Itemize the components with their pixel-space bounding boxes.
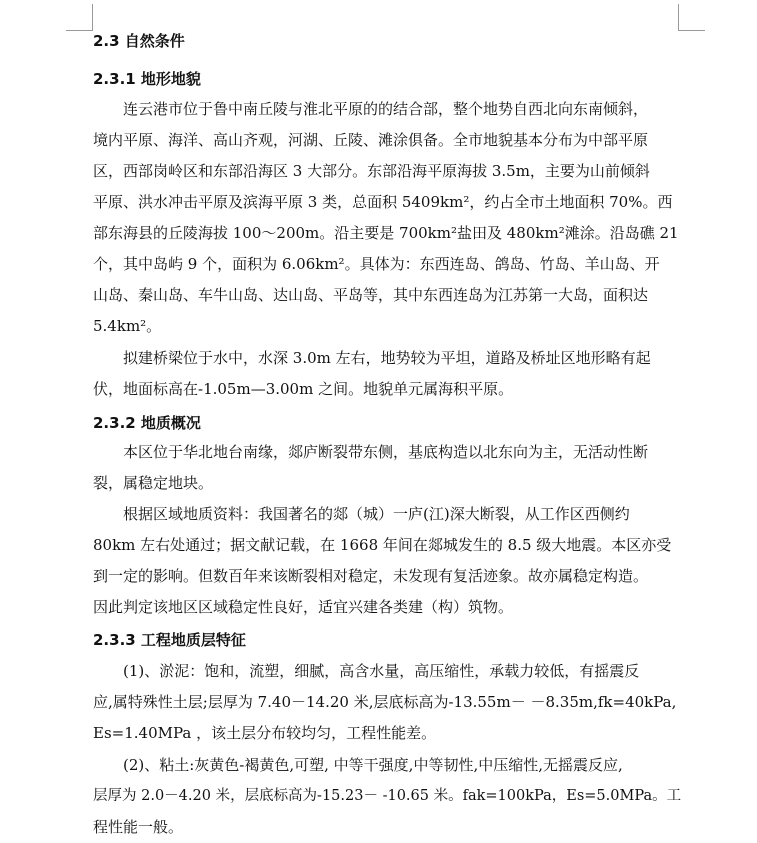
text-line: 部东海县的丘陵海拔 100～200m。沿主要是 700km²盐田及 480km²滩涂。沿岛礁 21 — [93, 224, 679, 242]
text-line: 伏，地面标高在-1.05m—3.00m 之间。地貌单元属海积平原。 — [93, 380, 514, 398]
text-line: 应,属特殊性土层;层厚为 7.40－14.20 米,层底标高为-13.55m－ －8.35m,fk=40kPa, — [93, 693, 677, 711]
paragraph-silt-layer — [93, 656, 683, 749]
text-line: 程性能一般。 — [93, 818, 184, 836]
paragraph-terrain — [93, 94, 683, 342]
text-line: 层厚为 2.0－4.20 米，层底标高为-15.23－ -10.65 米。fak=100kPa，Es=5.0MPa。工 — [93, 788, 682, 804]
text-line: 80km 左右处通过；据文献记载，在 1668 年间在郯城发生的 8.5 级大地震。本区亦受 — [93, 536, 672, 554]
text-line: Es=1.40MPa ，该土层分布较均匀，工程性能差。 — [93, 724, 437, 742]
text-line: 个，其中岛屿 9 个，面积为 6.06km²。具体为：东西连岛、鸽岛、竹岛、羊山岛、开 — [93, 255, 660, 273]
text-line: 连云港市位于鲁中南丘陵与淮北平原的的结合部，整个地势自西北向东南倾斜， — [123, 100, 649, 118]
text-line: 因此判定该地区区域稳定性良好，适宜兴建各类建（构）筑物。 — [93, 598, 514, 616]
text-line: 山岛、秦山岛、车牛山岛、达山岛、平岛等，其中东西连岛为江苏第一大岛，面积达 — [93, 286, 649, 304]
section-heading: 2.3 自然条件 — [93, 32, 185, 50]
subsection-heading-terrain: 2.3.1 地形地貌 — [93, 70, 201, 88]
subsection-heading-strata: 2.3.3 工程地质层特征 — [93, 631, 246, 649]
text-line: 本区位于华北地台南缘，郯庐断裂带东侧，基底构造以北东向为主，无活动性断 — [123, 443, 649, 461]
text-line: 拟建桥梁位于水中，水深 3.0m 左右，地势较为平坦，道路及桥址区地形略有起 — [123, 349, 651, 367]
text-line: 裂，属稳定地块。 — [93, 474, 214, 492]
paragraph-regional-geology — [93, 499, 683, 623]
crop-mark-top-left — [66, 4, 93, 31]
text-line: 平原、洪水冲击平原及滨海平原 3 类，总面积 5409km²，约占全市土地面积 70%。西 — [93, 193, 673, 211]
paragraph-clay-layer — [93, 750, 683, 843]
text-line: 根据区域地质资料：我国著名的郯（城）一庐(江)深大断裂，从工作区西侧约 — [123, 505, 630, 523]
paragraph-geology — [93, 437, 683, 499]
text-line: 区，西部岗岭区和东部沿海区 3 大部分。东部沿海平原海拔 3.5m，主要为山前倾斜 — [93, 162, 650, 180]
subsection-heading-geology: 2.3.2 地质概况 — [93, 414, 201, 432]
text-line: (1)、淤泥：饱和，流塑，细腻，高含水量，高压缩性，承载力较低，有摇震反 — [123, 662, 640, 680]
text-line: 到一定的影响。但数百年来该断裂相对稳定，未发现有复活迹象。故亦属稳定构造。 — [93, 567, 649, 585]
text-line: (2)、粘土:灰黄色-褐黄色,可塑, 中等干强度,中等韧性,中压缩性,无摇震反应, — [123, 756, 623, 774]
text-line: 5.4km²。 — [93, 317, 162, 335]
paragraph-bridge-site — [93, 343, 683, 405]
crop-mark-top-right — [678, 4, 705, 31]
text-line: 境内平原、海洋、高山齐观，河湖、丘陵、滩涂俱备。全市地貌基本分布为中部平原 — [93, 131, 649, 149]
